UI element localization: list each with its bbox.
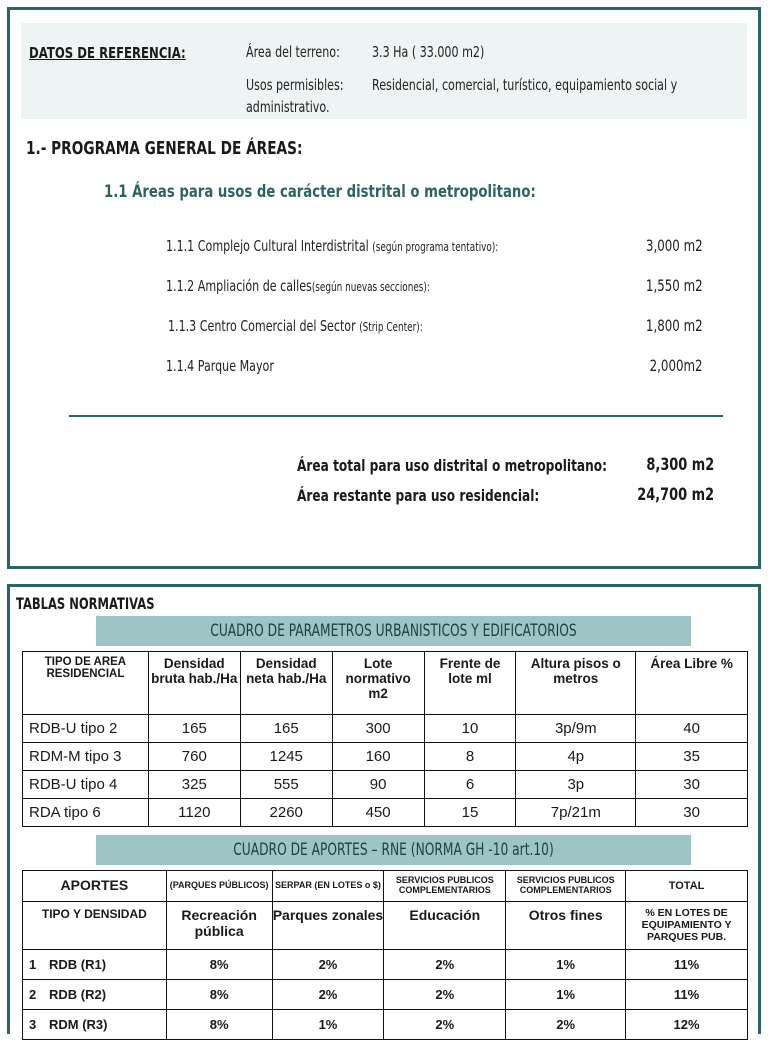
table-cell: 2 RDB (R2) [23, 980, 167, 1010]
reference-panel [7, 7, 761, 569]
table-cell: 325 [148, 771, 240, 799]
params-header: Densidad bruta hab./Ha [148, 652, 240, 715]
table-cell: 15 [424, 799, 516, 827]
table-cell: 30 [636, 771, 748, 799]
table-row [23, 771, 748, 799]
uses-value: Residencial, comercial, turístico, equipamiento social y [372, 76, 678, 94]
table-cell: RDA tipo 6 [23, 799, 149, 827]
table-row [23, 1010, 748, 1040]
program-item-4-value: 2,000m2 [650, 356, 703, 375]
aportes-subheader: Educación [384, 902, 506, 950]
table-cell: 4p [516, 743, 636, 771]
table-cell: 2% [384, 980, 506, 1010]
table-cell: 2% [272, 950, 384, 980]
program-item-3-value: 1,800 m2 [646, 316, 703, 335]
uses-value-cont: administrativo. [246, 98, 330, 116]
aportes-header: SERPAR (EN LOTES o $) [272, 871, 384, 902]
aportes-subheader-row [23, 902, 748, 950]
tables-title: TABLAS NORMATIVAS [16, 594, 155, 613]
aportes-header: APORTES [23, 871, 167, 902]
params-header-row [23, 652, 748, 715]
table-cell: 160 [332, 743, 424, 771]
params-header: TIPO DE AREA RESIDENCIAL [23, 652, 149, 715]
aportes-subheader: % EN LOTES DE EQUIPAMIENTO Y PARQUES PUB. [626, 902, 748, 950]
aportes-header: SERVICIOS PUBLICOS COMPLEMENTARIOS [506, 871, 626, 902]
table-row [23, 980, 748, 1010]
table-row [23, 743, 748, 771]
table-cell: RDM-M tipo 3 [23, 743, 149, 771]
program-item-1-value: 3,000 m2 [646, 236, 703, 255]
table-cell: RDB-U tipo 2 [23, 715, 149, 743]
table-cell: 2% [506, 1010, 626, 1040]
program-subtitle: 1.1 Áreas para usos de carácter distrital o metropolitano: [104, 182, 536, 202]
table-cell: 35 [636, 743, 748, 771]
table-cell: 1% [506, 980, 626, 1010]
aportes-title: CUADRO DE APORTES – RNE (NORMA GH -10 art.10) [233, 840, 554, 860]
table-cell: 1 RDB (R1) [23, 950, 167, 980]
table-row [23, 799, 748, 827]
total-value: 8,300 m2 [646, 455, 714, 475]
table-cell: 90 [332, 771, 424, 799]
reference-title: DATOS DE REFERENCIA: [29, 44, 186, 62]
remaining-label: Área restante para uso residencial: [297, 486, 540, 505]
table-cell: 760 [148, 743, 240, 771]
total-label: Área total para uso distrital o metropolitano: [297, 456, 607, 475]
area-value: 3.3 Ha ( 33.000 m2) [372, 43, 485, 61]
program-title: 1.- PROGRAMA GENERAL DE ÁREAS: [26, 138, 303, 159]
program-item-2-value: 1,550 m2 [646, 276, 703, 295]
table-cell: 450 [332, 799, 424, 827]
table-cell: 2% [384, 1010, 506, 1040]
table-cell: 1120 [148, 799, 240, 827]
params-header: Frente de lote ml [424, 652, 516, 715]
params-header: Densidad neta hab./Ha [240, 652, 332, 715]
table-cell: 8% [166, 1010, 272, 1040]
table-cell: 300 [332, 715, 424, 743]
remaining-value: 24,700 m2 [637, 485, 714, 505]
table-cell: 165 [148, 715, 240, 743]
aportes-subheader: Recreación pública [166, 902, 272, 950]
table-cell: 10 [424, 715, 516, 743]
table-cell: 6 [424, 771, 516, 799]
params-table [22, 651, 748, 827]
program-item-3: 1.1.3 Centro Comercial del Sector (Strip Center): [168, 317, 423, 335]
table-cell: 40 [636, 715, 748, 743]
tables-panel [7, 584, 761, 1034]
reference-box [21, 23, 747, 119]
aportes-subheader: TIPO Y DENSIDAD [23, 902, 167, 950]
table-cell: 8 [424, 743, 516, 771]
table-cell: 1245 [240, 743, 332, 771]
area-label: Área del terreno: [246, 43, 340, 61]
params-band [96, 616, 691, 646]
table-cell: 3 RDM (R3) [23, 1010, 167, 1040]
table-cell: 3p/9m [516, 715, 636, 743]
aportes-header-row [23, 871, 748, 902]
table-row [23, 715, 748, 743]
table-cell: 2260 [240, 799, 332, 827]
table-row [23, 950, 748, 980]
table-cell: 11% [626, 950, 748, 980]
table-cell: 555 [240, 771, 332, 799]
aportes-band [96, 835, 691, 865]
table-cell: 8% [166, 950, 272, 980]
aportes-header: TOTAL [626, 871, 748, 902]
table-cell: 1% [272, 1010, 384, 1040]
table-cell: 8% [166, 980, 272, 1010]
program-item-1: 1.1.1 Complejo Cultural Interdistrital (según programa tentativo): [166, 237, 499, 255]
table-cell: RDB-U tipo 4 [23, 771, 149, 799]
program-item-2: 1.1.2 Ampliación de calles(según nuevas secciones): [166, 277, 430, 295]
table-cell: 2% [384, 950, 506, 980]
params-header: Lote normativo m2 [332, 652, 424, 715]
table-cell: 3p [516, 771, 636, 799]
program-item-4: 1.1.4 Parque Mayor [166, 357, 274, 375]
table-cell: 30 [636, 799, 748, 827]
aportes-header: (PARQUES PÚBLICOS) [166, 871, 272, 902]
uses-label: Usos permisibles: [246, 76, 344, 94]
aportes-header: SERVICIOS PUBLICOS COMPLEMENTARIOS [384, 871, 506, 902]
params-header: Altura pisos o metros [516, 652, 636, 715]
params-header: Área Libre % [636, 652, 748, 715]
table-cell: 2% [272, 980, 384, 1010]
table-cell: 1% [506, 950, 626, 980]
aportes-subheader: Otros fines [506, 902, 626, 950]
table-cell: 11% [626, 980, 748, 1010]
aportes-subheader: Parques zonales [272, 902, 384, 950]
table-cell: 165 [240, 715, 332, 743]
table-cell: 7p/21m [516, 799, 636, 827]
divider [69, 415, 723, 417]
aportes-table [22, 870, 748, 1040]
table-cell: 12% [626, 1010, 748, 1040]
params-title: CUADRO DE PARAMETROS URBANISTICOS Y EDIFICATORIOS [210, 621, 577, 641]
